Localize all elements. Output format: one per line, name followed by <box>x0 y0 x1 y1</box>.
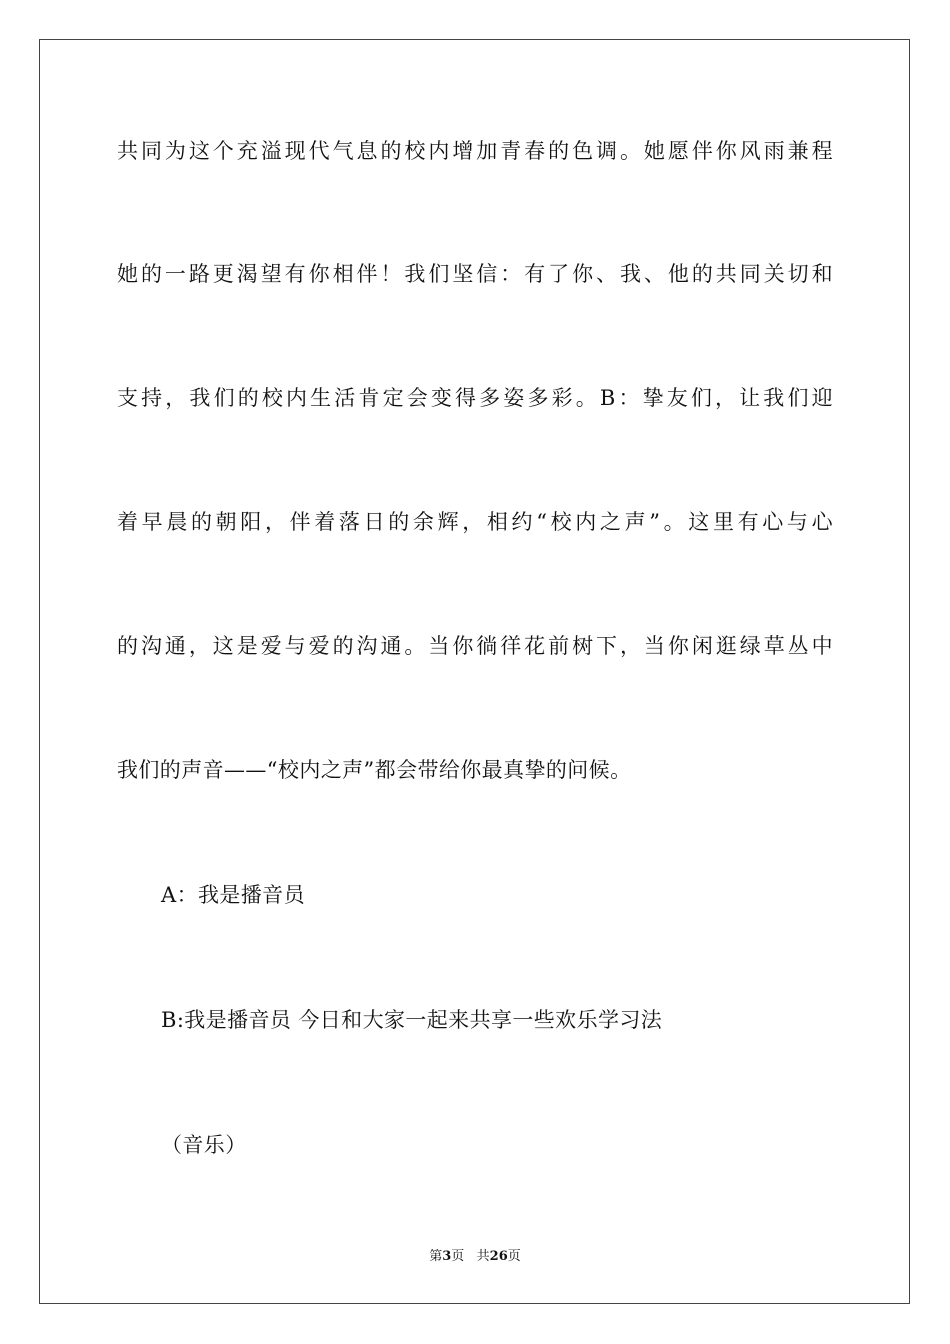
body-text-line-3: 支持，我们的校内生活肯定会变得多姿多彩。B：挚友们，让我们迎 <box>117 386 833 410</box>
body-text-line-5: 的沟通，这是爱与爱的沟通。当你徜徉花前树下，当你闲逛绿草丛中 <box>117 634 833 658</box>
footer-prefix: 第 <box>429 1249 443 1264</box>
body-text-line-2: 她的一路更渴望有你相伴！我们坚信：有了你、我、他的共同关切和 <box>117 262 833 286</box>
page-border <box>39 39 910 1304</box>
footer-suffix: 页 <box>507 1249 521 1264</box>
page-footer <box>0 1248 950 1266</box>
body-text-line-1: 共同为这个充溢现代气息的校内增加青春的色调。她愿伴你风雨兼程 <box>117 139 833 163</box>
body-text-line-6: 我们的声音——“校内之声”都会带给你最真挚的问候。 <box>117 758 632 782</box>
music-cue: （音乐） <box>161 1133 247 1157</box>
dialogue-line-b: B:我是播音员 今日和大家一起来共享一些欢乐学习法 <box>161 1008 663 1032</box>
total-pages-number: 26 <box>489 1249 508 1264</box>
dialogue-line-a: A：我是播音员 <box>161 883 305 907</box>
body-text-line-4: 着早晨的朝阳，伴着落日的余辉，相约“校内之声”。这里有心与心 <box>117 510 833 534</box>
current-page-number: 3 <box>442 1249 452 1264</box>
footer-middle: 页 共 <box>451 1249 490 1264</box>
